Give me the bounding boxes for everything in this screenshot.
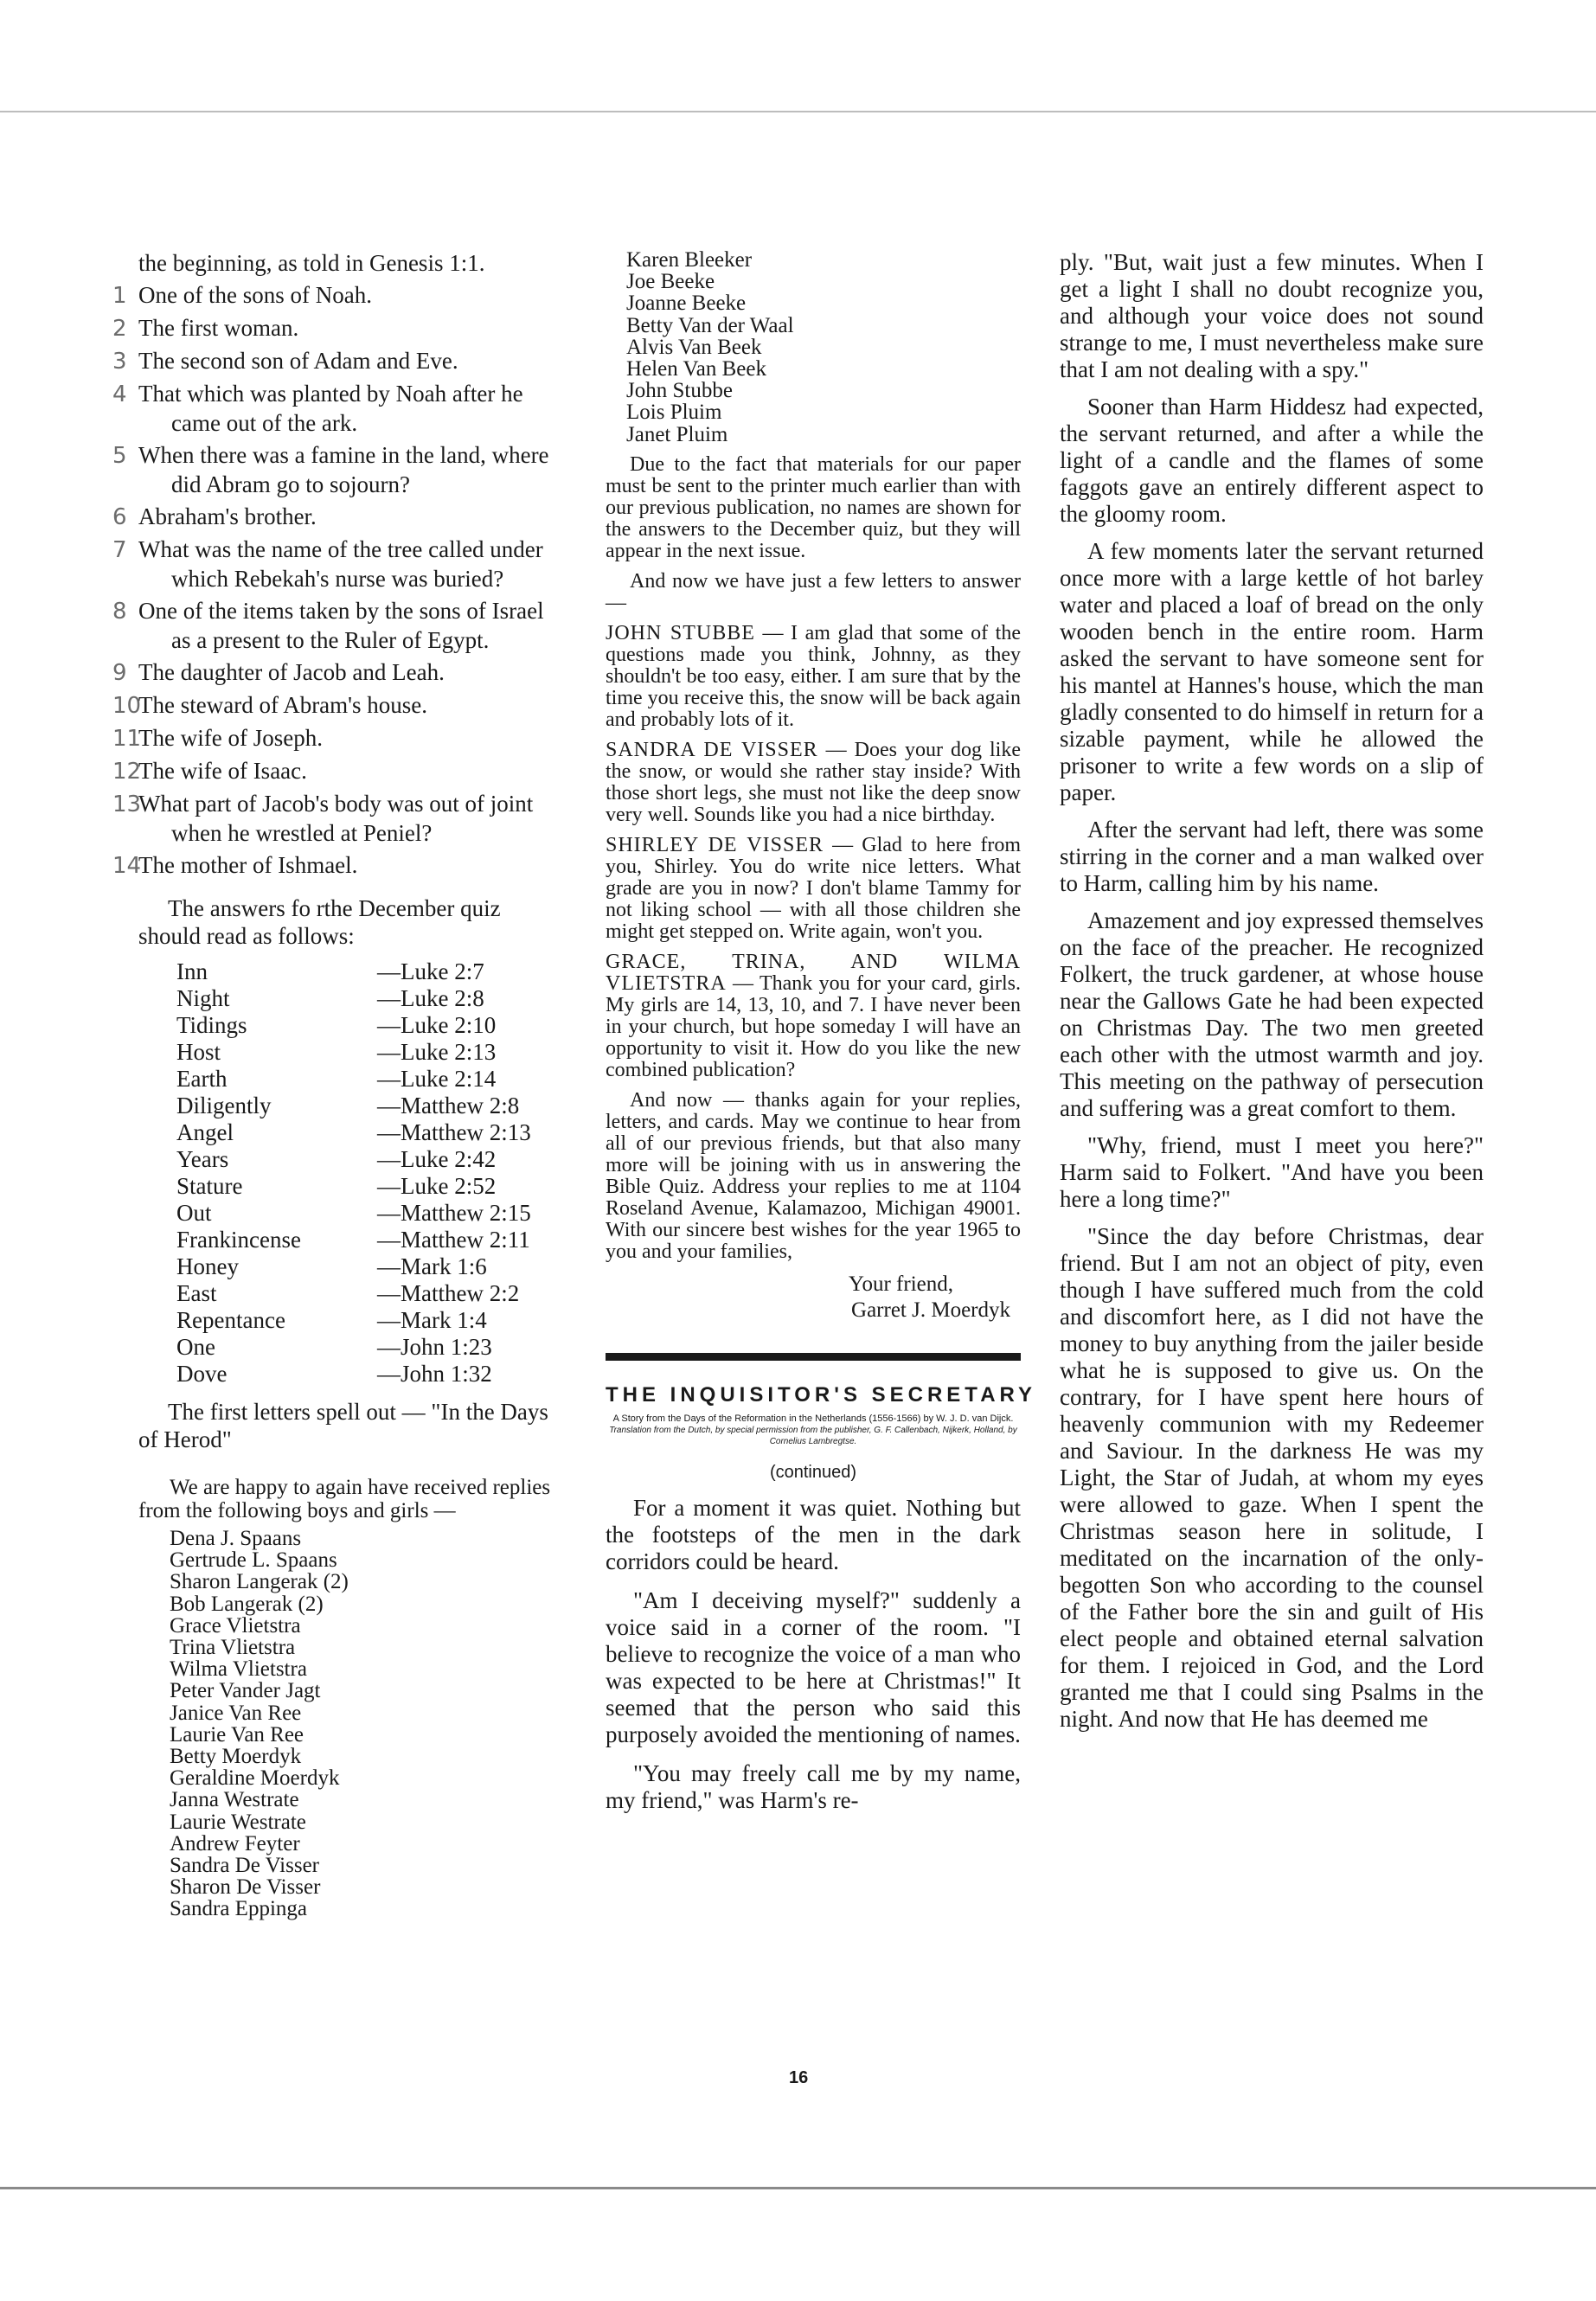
answer-row: [176, 1119, 531, 1146]
answer-reference: —Luke 2:42: [377, 1146, 497, 1172]
list-item: Joe Beeke: [626, 270, 715, 294]
list-item: Sandra De Visser: [170, 1854, 319, 1878]
quiz-question: 2 The first woman.: [112, 315, 299, 342]
answer-word: Dove: [176, 1361, 228, 1387]
story-paragraph: "You may freely call me by my name, my friend," was Harm's re-: [606, 1759, 1021, 1813]
list-item: Geraldine Moerdyk: [170, 1766, 340, 1791]
answer-row: [176, 958, 531, 985]
list-item: John Stubbe: [626, 379, 733, 403]
reply-text: — Does your dog like the snow, or would she rather stay inside? With those short legs, she must not like the deep snow very well. Sounds like you had a nice birthday.: [606, 738, 1022, 826]
signature: Garret J. Moerdyk: [851, 1298, 1010, 1322]
top-rule: [0, 111, 1596, 112]
names-list-left: [138, 1528, 561, 1920]
question-text: The daughter of Jacob and Leah.: [138, 659, 445, 685]
answer-word: Years: [176, 1146, 229, 1172]
column-right: [1060, 249, 1484, 1743]
list-item: Andrew Feyter: [170, 1831, 300, 1856]
answer-reference: —John 1:32: [377, 1361, 492, 1387]
quiz-questions: [112, 281, 561, 881]
list-item: Joanne Beeke: [626, 292, 747, 316]
answer-word: East: [176, 1280, 217, 1306]
story-paragraph: "Since the day before Christmas, dear friend. But I am not an object of pity, even though I have suffered much from the cold and discomfort here, as I did not have the money to buy anything from the jailer beside what he is supposed to give us. On the contrary, for I have spent here hours of heavenly communion with my Redeemer and Saviour. In the darkness He was my Light, the Star of Judah, at whom my eyes were allowed to gaze. When I spent the Christmas season here in solitude, I meditated on the incarnation of the only-begotten Son who according to the counsel of the Father bore the sin and guilt of His elect people and obtained eternal salvation for them. I rejoiced in God, and the Lord granted me that I could sing Psalms in the night. And now that He has deemed me: [1060, 1223, 1484, 1732]
answer-reference: —Matthew 2:13: [377, 1119, 531, 1145]
answer-word: Earth: [176, 1066, 228, 1092]
quiz-question: 10The steward of Abram's house.: [112, 692, 428, 719]
list-item: Laurie Van Ree: [170, 1722, 304, 1747]
received-intro: We are happy to again have received replies from the following boys and girls —: [138, 1476, 551, 1522]
question-text: The wife of Isaac.: [138, 758, 307, 784]
answer-reference: —Luke 2:13: [377, 1039, 497, 1065]
letters-intro: And now we have just a few letters to answer —: [606, 569, 1021, 614]
answer-word: Inn: [176, 958, 208, 984]
list-item: Bob Langerak (2): [170, 1592, 324, 1616]
answer-reference: —Matthew 2:2: [377, 1280, 520, 1306]
list-item: Grace Vlietstra: [170, 1613, 301, 1638]
story-paragraph: For a moment it was quiet. Nothing but the footsteps of the men in the dark corridors could be heard.: [606, 1494, 1021, 1574]
story-paragraph: "Am I deceiving myself?" suddenly a voice said in a corner of the room. "I believe to recognize the voice of a man who was expected to be here at Christmas!" It seemed that the person who said this purposely avoided the mentioning of names.: [606, 1586, 1021, 1747]
story-subtitle: A Story from the Days of the Reformation in the Netherlands (1556-1566) by W. J. D. van Dijck.: [612, 1413, 1014, 1424]
question-text: When there was a famine in the land, where did Abram go to sojourn?: [138, 442, 549, 497]
quiz-question: 3 The second son of Adam and Eve.: [112, 348, 458, 375]
answer-row: [176, 1173, 531, 1200]
answer-row: [176, 1066, 531, 1093]
answer-row: [176, 1253, 531, 1280]
answer-reference: —Luke 2:7: [377, 958, 484, 984]
answer-reference: —Luke 2:52: [377, 1173, 497, 1199]
answer-word: Diligently: [176, 1093, 272, 1118]
list-item: Sandra Eppinga: [170, 1897, 307, 1921]
answer-word: Frankincense: [176, 1227, 301, 1253]
story-paragraph: A few moments later the servant returned once more with a large kettle of hot barley water and placed a loaf of bread on the only wooden bench in the entire room. Harm asked the servant to have someone sent for his mantel at Hannes's house, which the man gladly consented to do himself in return for a sizable payment, while he allowed the prisoner to write a few words on a slip of paper.: [1060, 538, 1484, 805]
answer-row: [176, 1334, 531, 1361]
list-item: Alvis Van Beek: [626, 335, 762, 359]
list-item: Laurie Westrate: [170, 1810, 306, 1834]
story-paragraph: "Why, friend, must I meet you here?" Harm said to Folkert. "And have you been here a long time?": [1060, 1132, 1484, 1212]
answer-word: Repentance: [176, 1307, 285, 1333]
answer-reference: —Luke 2:14: [377, 1066, 497, 1092]
list-item: Wilma Vlietstra: [170, 1657, 307, 1682]
answer-row: [176, 1307, 531, 1334]
list-item: Betty Van der Waal: [626, 313, 794, 337]
answer-reference: —Matthew 2:15: [377, 1200, 531, 1226]
quiz-question: 5 When there was a famine in the land, where did Abram go to sojourn?: [112, 442, 549, 497]
spell-out-text: The first letters spell out — "In the Days of Herod": [138, 1399, 548, 1452]
answer-word: Angel: [176, 1119, 234, 1145]
story-text-middle: [606, 1495, 1021, 1814]
list-item: Sharon De Visser: [170, 1875, 321, 1900]
story-paragraph: ply. "But, wait just a few minutes. When I get a light I shall no doubt recognize you, and although your voice does not sound strange to me, I must nevertheless make sure that I am not dealing with a spy.": [1060, 249, 1484, 382]
answer-row: [176, 1200, 531, 1227]
answer-row: [176, 1361, 531, 1388]
answer-reference: —Mark 1:6: [377, 1253, 487, 1279]
letter-replies: [606, 623, 1021, 1081]
answer-row: [176, 1012, 531, 1039]
answer-row: [176, 1093, 531, 1119]
story-paragraph: Amazement and joy expressed themselves on the face of the preacher. He recognized Folkert, the truck gardener, at whose house near the Gallows Gate he had been expected on Christmas Day. The two men greeted each other with the utmost warmth and joy. This meeting on the pathway of persecution and suffering was a great comfort to them.: [1060, 907, 1484, 1121]
reply-name: JOHN STUBBE: [606, 621, 755, 644]
quiz-question: 14The mother of Ishmael.: [112, 852, 358, 879]
answer-word: Night: [176, 985, 230, 1011]
question-text: The first woman.: [138, 315, 299, 341]
answer-reference: —Mark 1:4: [377, 1307, 487, 1333]
answer-reference: —Matthew 2:8: [377, 1093, 520, 1118]
list-item: Betty Moerdyk: [170, 1745, 302, 1769]
names-list-middle: [626, 249, 1021, 445]
quiz-intro-text: the beginning, as told in Genesis 1:1.: [138, 250, 485, 276]
story-text-right: [1060, 249, 1484, 1733]
continued-label: (continued): [769, 1462, 857, 1482]
question-text: The mother of Ishmael.: [138, 852, 358, 878]
question-text: The steward of Abram's house.: [138, 692, 428, 718]
answer-row: [176, 1280, 531, 1307]
quiz-question: 7 What was the name of the tree called under which Rebekah's nurse was buried?: [112, 536, 543, 592]
answer-row: [176, 1039, 531, 1066]
list-item: Dena J. Spaans: [170, 1527, 302, 1550]
list-item: Janna Westrate: [170, 1788, 299, 1812]
reply-text: — Thank you for your card, girls. My girls are 14, 13, 10, and 7. I have never been in your church, but hope someday I will have an opportunity to visit it. How do you like the new combined publication?: [606, 971, 1021, 1081]
quiz-question: 8 One of the items taken by the sons of Israel as a present to the Ruler of Egypt.: [112, 598, 544, 653]
question-text: Abraham's brother.: [138, 503, 317, 529]
letters-closing: And now — thanks again for your replies, letters, and cards. May we continue to hear from all of our previous friends, but that also many more will be joining with us in answering the Bible Quiz. Address your replies to me at 1104 Roseland Avenue, Kalamazoo, Michigan 49001. With our sincere best wishes for the year 1965 to you and your families,: [606, 1088, 1021, 1263]
list-item: Janice Van Ree: [170, 1701, 302, 1725]
answer-word: Host: [176, 1039, 221, 1065]
list-item: Gertrude L. Spaans: [170, 1548, 337, 1573]
list-item: Trina Vlietstra: [170, 1636, 296, 1660]
list-item: Karen Bleeker: [626, 248, 753, 272]
answers-intro: The answers fo rthe December quiz should read as follows:: [138, 895, 501, 949]
list-item: Lois Pluim: [626, 401, 722, 425]
answers-table: [176, 958, 531, 1388]
story-paragraph: After the servant had left, there was some stirring in the corner and a man walked over to Harm, calling him by his name.: [1060, 817, 1484, 896]
letter-reply: [606, 835, 1021, 943]
answer-row: [176, 1146, 531, 1173]
list-item: Janet Pluim: [626, 422, 728, 446]
list-item: Sharon Langerak (2): [170, 1570, 349, 1594]
answer-reference: —John 1:23: [377, 1334, 492, 1360]
bottom-rule: [0, 2187, 1596, 2189]
list-item: Peter Vander Jagt: [170, 1679, 321, 1703]
question-text: One of the sons of Noah.: [138, 282, 372, 308]
answer-reference: —Matthew 2:11: [377, 1227, 530, 1253]
letter-reply: [606, 952, 1021, 1081]
question-text: The wife of Joseph.: [138, 725, 323, 751]
quiz-question: 9 The daughter of Jacob and Leah.: [112, 659, 445, 686]
sign-off: Your friend,: [848, 1272, 953, 1296]
reply-name: SHIRLEY DE VISSER: [606, 833, 824, 856]
answer-word: Tidings: [176, 1012, 247, 1038]
quiz-question: 4 That which was planted by Noah after he came out of the ark.: [112, 381, 523, 436]
reply-name: SANDRA DE VISSER: [606, 738, 818, 761]
reply-text: — I am glad that some of the questions made you think, Johnny, as they shouldn't be too easy, either. I am sure that by the time you receive this, the snow will be back again and probably lots of it.: [606, 621, 1022, 731]
quiz-question: 1 One of the sons of Noah.: [112, 282, 372, 309]
section-divider: [606, 1353, 1021, 1361]
story-title: THE INQUISITOR'S SECRETARY: [606, 1382, 1036, 1407]
letter-reply: [606, 740, 1021, 826]
answer-word: Honey: [176, 1253, 239, 1279]
quiz-question: 12The wife of Isaac.: [112, 758, 307, 785]
answer-row: [176, 985, 531, 1012]
list-item: Helen Van Beek: [626, 357, 766, 381]
question-text: What part of Jacob's body was out of joint when he wrestled at Peniel?: [138, 791, 534, 846]
answer-word: Stature: [176, 1173, 243, 1199]
answer-word: Out: [176, 1200, 212, 1226]
column-left: [112, 249, 561, 1921]
column-middle: [606, 248, 1036, 1826]
question-text: What was the name of the tree called under which Rebekah's nurse was buried?: [138, 536, 543, 592]
letter-reply: [606, 623, 1021, 731]
answer-word: One: [176, 1334, 215, 1360]
answer-reference: —Luke 2:10: [377, 1012, 497, 1038]
answer-reference: —Luke 2:8: [377, 985, 484, 1011]
page-number: 16: [789, 2068, 809, 2087]
answer-row: [176, 1227, 531, 1253]
reply-text: — Glad to here from you, Shirley. You do write nice letters. What grade are you in now? I don't blame Tammy for not liking school — with all those children she might get stepped on. Write again, won't you.: [606, 833, 1021, 943]
quiz-question: 13What part of Jacob's body was out of joint when he wrestled at Peniel?: [112, 791, 534, 846]
question-text: That which was planted by Noah after he came out of the ark.: [138, 381, 523, 436]
quiz-question: 6 Abraham's brother.: [112, 503, 317, 530]
reply-name: GRACE, TRINA, AND WILMA VLIETSTRA: [606, 950, 1021, 995]
story-translation-credit: Translation from the Dutch, by special permission from the publisher, G. F. Callenbach, Nijkerk, Holland, by Cornelius Lambregtse.: [609, 1425, 1017, 1446]
story-paragraph: Sooner than Harm Hiddesz had expected, the servant returned, and after a while the light of a candle and the flames of some faggots gave an entirely different aspect to the gloomy room.: [1060, 394, 1484, 527]
question-text: The second son of Adam and Eve.: [138, 348, 458, 374]
quiz-question: 11The wife of Joseph.: [112, 725, 323, 752]
question-text: One of the items taken by the sons of Israel as a present to the Ruler of Egypt.: [138, 598, 544, 653]
quiz-notice: Due to the fact that materials for our paper must be sent to the printer much earlier than with our previous publication, no names are shown for the answers to the December quiz, but they will appear in the next issue.: [606, 452, 1021, 562]
